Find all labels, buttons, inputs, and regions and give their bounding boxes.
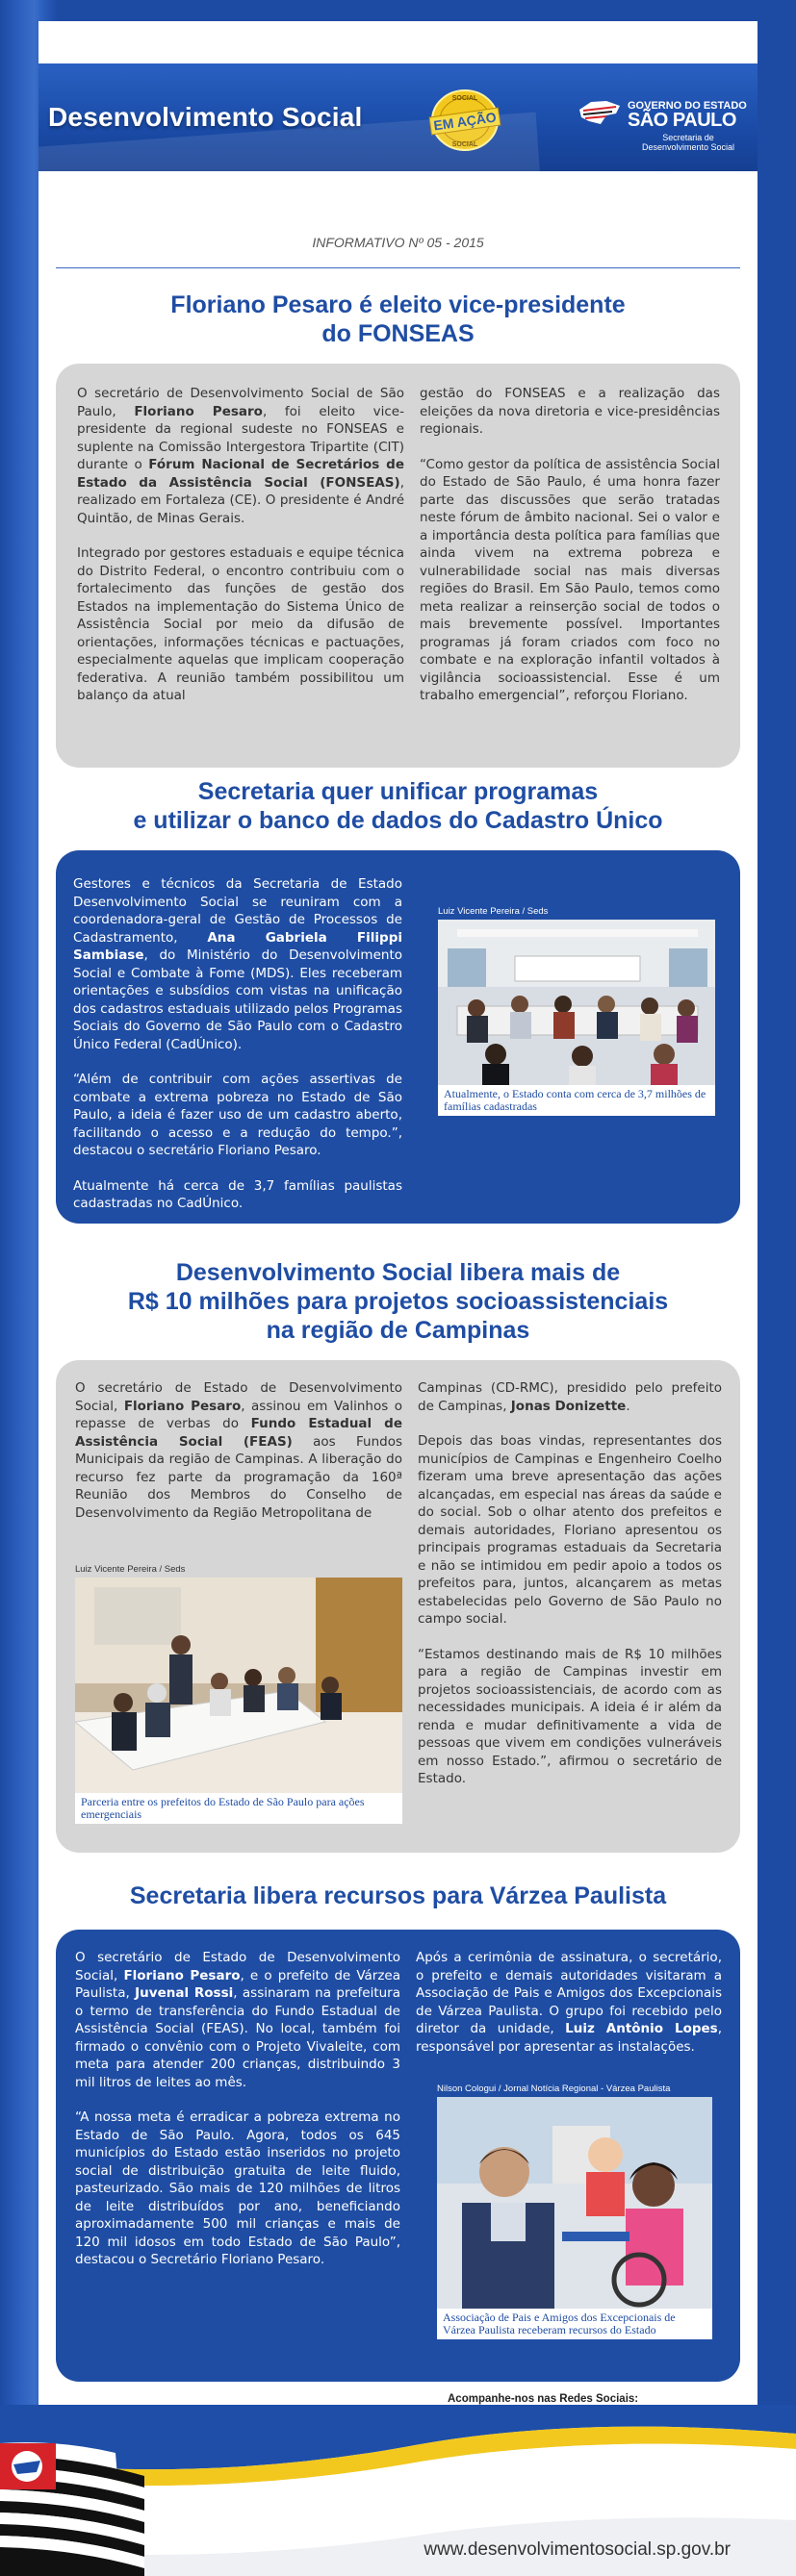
article-1-paragraph-4: “Como gestor da política de assistência Social do Estado de São Paulo, é uma honra fazer parte das discussões que serão tratadas neste fórum de âmbito nacional. Sei o valor e a importância desta política para famílias que ainda vivem na extrema pobreza e vulnerabilidade social nas mais diversas regiões do Brasil. Em São Paulo, temos como meta realizar a reinserção social de todos o mais brevemente possível. Importantes programas já foram criados com foco no combate e na exploração infantil voltados à vigilância socioassistencial. Esse é um trabalho emergencial”, reforçou Floriano. [420,456,720,703]
bold-text-segment: Fórum Nacional de Secretários de Estado da Assistência Social (FONSEAS) [77,457,404,491]
text-segment: O secretário de Estado de Desenvolvimento Social, [75,1380,402,1414]
social-label: Acompanhe-nos nas Redes Sociais: [448,2393,639,2405]
article-1-headline-line-2: do FONSEAS [321,320,475,347]
article-3-paragraph-4: “Estamos destinando mais de R$ 10 milhões para a região de Campinas investir em projetos socioassistenciais, de acordo com as necessidades municipais. A ideia é ir além da renda e mudar definitivamente a vida de pessoas que vivem em condições vulneráveis em nosso Estado.”, afirmou o secretário de Estado. [418,1646,722,1786]
article-2-paragraph-2: “Além de contribuir com ações assertivas de combate a extrema pobreza no Estado de São Paulo, a ideia é fazer uso de um cadastro aberto, facilitando o acesso e a redução do tempo.”, destacou o secretário Floriano Pesaro. [73,1072,402,1158]
article-2-paragraph-3: Atualmente há cerca de 3,7 famílias paulistas cadastradas no CadÚnico. [73,1177,402,1211]
text-segment: . [626,1398,630,1414]
article-4-box [56,1930,740,2382]
article-3-headline-line-1: Desenvolvimento Social libera mais de [175,1259,621,1286]
article-3-photo-caption: Parceria entre os prefeitos do Estado de São Paulo para ações emergenciais [75,1793,402,1824]
header-title: Desenvolvimento Social [48,102,363,132]
sao-paulo-map-icon [578,98,622,127]
article-1-headline [58,290,738,348]
article-2-left-column [73,875,402,1230]
article-3-box [56,1360,740,1853]
text-segment: , responsável por apresentar as instalações. [416,2021,722,2055]
text-segment: aos Fundos Municipais da região de Campinas. A liberação do recurso fez parte da programação da 160ª Reunião dos Membros do Conselho de Desenvolvimento da Região Metropolitana de [75,1433,402,1521]
header-banner [39,63,757,171]
bold-text-segment: Floriano Pesaro [123,1967,241,1983]
bold-text-segment: Jonas Donizette [510,1398,627,1414]
bold-text-segment: Floriano Pesaro [123,1398,242,1414]
bold-text-segment: Juvenal Rossi [135,1985,234,2001]
text-segment: , assinaram na prefeitura o termo de transferência do Fundo Estadual de Assistência Social (FEAS). No local, também foi firmado o convênio com o Projeto Vivaleite, com meta para atender 200 crianças, distribuindo 3 mil litros de leites ao mês. [75,1985,400,2090]
article-2-photo-credit: Luiz Vicente Pereira / Seds [438,906,549,917]
text-segment: , do Ministério do Desenvolvimento Social e Combate à Fome (MDS). Eles receberam orientações e subsídios com vistas na unificação dos cadastros estaduais utilizado pelos Programas Sociais do Governo de São Paulo com o Cadastro Único Federal (CadÚnico). [73,947,402,1052]
text-segment: O secretário de Desenvolvimento Social de São Paulo, [77,386,404,419]
gov-line-1: GOVERNO DO ESTADO [628,100,747,112]
article-3-paragraph-2 [418,1379,722,1415]
article-4-photo-caption: Associação de Pais e Amigos dos Excepcionais de Várzea Paulista receberam recursos do Estado [437,2309,712,2339]
article-2-photo-caption: Atualmente, o Estado conta com cerca de 3,7 milhões de famílias cadastradas [438,1085,715,1116]
text-segment: O secretário de Estado de Desenvolvimento Social, [75,1950,400,1983]
divider [56,267,740,268]
top-bar [39,21,757,63]
article-3-headline-line-3: na região de Campinas [266,1317,530,1344]
article-1-headline-line-1: Floriano Pesaro é eleito vice-presidente [170,291,626,318]
article-1-left-column [77,385,404,722]
article-4-photo-credit: Nilson Cologui / Jornal Notícia Regional - Várzea Paulista [437,2084,671,2094]
article-2-headline [58,777,738,835]
bold-text-segment: Ana Gabriela Filippi Sambiase [73,929,402,963]
campinas-meeting-photo [75,1578,402,1793]
article-2-headline-line-2: e utilizar o banco de dados do Cadastro Único [133,807,663,834]
article-4-paragraph-3 [416,1949,722,2056]
text-segment: Gestores e técnicos da Secretaria de Estado Desenvolvimento Social se reuniram com a coordenadora-geral de Gestão de Processos de Cadastramento, [73,876,402,946]
article-1-paragraph-2: Integrado por gestores estaduais e equipe técnica do Distrito Federal, o encontro contribuiu com o fortalecimento das funções de gestão dos Estados na implementação do Sistema Único de Assistência Social por meio da difusão de orientações, informações técnicas e pactuações, especialmente aquelas que implicam cooperação federativa. A reunião também possibilitou um balanço da atual [77,545,405,703]
article-3-right-column [418,1379,722,1806]
article-2-box [56,850,740,1224]
seal-ring-bottom: SOCIAL [451,141,478,148]
article-1-paragraph-3: gestão do FONSEAS e a realização das eleições da nova diretoria e vice-presidências regionais. [420,386,720,437]
association-visit-photo [437,2097,712,2309]
article-3-left-column [75,1379,402,1539]
article-2-paragraph-1 [73,875,402,1053]
informativo-number: INFORMATIVO Nº 05 - 2015 [312,235,484,250]
article-3-headline-line-2: R$ 10 milhões para projetos socioassistenciais [127,1288,669,1315]
article-4-paragraph-2: “A nossa meta é erradicar a pobreza extrema no Estado de São Paulo. Agora, todos os 645 municípios do Estado estão inseridos no projeto social de distribuição gratuita de leite fluido, pasteurizado. São mais de 120 milhões de litros de leite distribuídos por ano, beneficiando aproximadamente 500 mil crianças e mais de 120 mil idosos em todo Estado de São Paulo”, destacou o Secretário Floriano Pesaro. [75,2109,400,2267]
text-segment: , e o prefeito de Várzea Paulista, [75,1967,400,2001]
article-3-headline [58,1258,738,1345]
gov-line-2: SÃO PAULO [628,110,736,131]
article-1-box [56,364,740,768]
newsletter-page [39,21,757,2426]
article-4-left-column [75,1949,400,2286]
bold-text-segment: Luiz Antônio Lopes [565,2021,718,2036]
text-segment: , assinou em Valinhos o repasse de verbas do [75,1398,403,1431]
article-3-paragraph-1 [75,1379,402,1522]
article-3-paragraph-3: Depois das boas vindas, representantes dos municípios de Campinas e Engenheiro Coelho fizeram uma breve apresentação das ações alcançadas, em especial nas áreas da saúde e do social. Sob o olhar atento dos prefeitos e demais autoridades, Floriano apresentou os principais programas estaduais da Secretaria e não se intimidou em pedir apoio a todos os prefeitos para, juntos, alcançarem as metas estabelecidas pelo Governo de São Paulo no campo social. [418,1433,722,1627]
meeting-photo [438,920,715,1085]
text-segment: Após a cerimônia de assinatura, o secretário, o prefeito e demais autoridades visitaram a Associação de Pais e Amigos dos Excepcionais de Várzea Paulista. O grupo foi recebido pelo diretor da unidade, [416,1950,722,2036]
article-1-paragraph-1 [77,385,404,527]
gov-line-3: Secretaria de Desenvolvimento Social [641,133,735,152]
text-segment: , realizado em Fortaleza (CE). O presidente é André Quintão, de Minas Gerais. [77,474,404,526]
article-3-photo-credit: Luiz Vicente Pereira / Seds [75,1564,186,1575]
footer-url[interactable]: www.desenvolvimentosocial.sp.gov.br [424,2539,731,2560]
article-4-paragraph-1 [75,1949,400,2091]
article-1-right-column [420,385,720,722]
bold-text-segment: Fundo Estadual de Assistência Social (FEAS) [75,1416,402,1450]
article-2-headline-line-1: Secretaria quer unificar programas [197,778,599,805]
government-logo [578,96,751,154]
seal-text: EM AÇÃO [432,109,498,134]
text-segment: , foi eleito vice-presidente da regional sudeste no FONSEAS e suplente na Comissão Intergestora Tripartite (CIT) durante o [77,403,404,472]
bold-text-segment: Floriano Pesaro [134,403,263,419]
seal-ring-top: SOCIAL [451,95,478,102]
em-acao-seal-icon [417,88,513,152]
text-segment: Campinas (CD-RMC), presidido pelo prefeito de Campinas, [418,1380,722,1414]
article-4-right-column [416,1949,722,2073]
article-4-headline: Secretaria libera recursos para Várzea Paulista [129,1882,667,1909]
